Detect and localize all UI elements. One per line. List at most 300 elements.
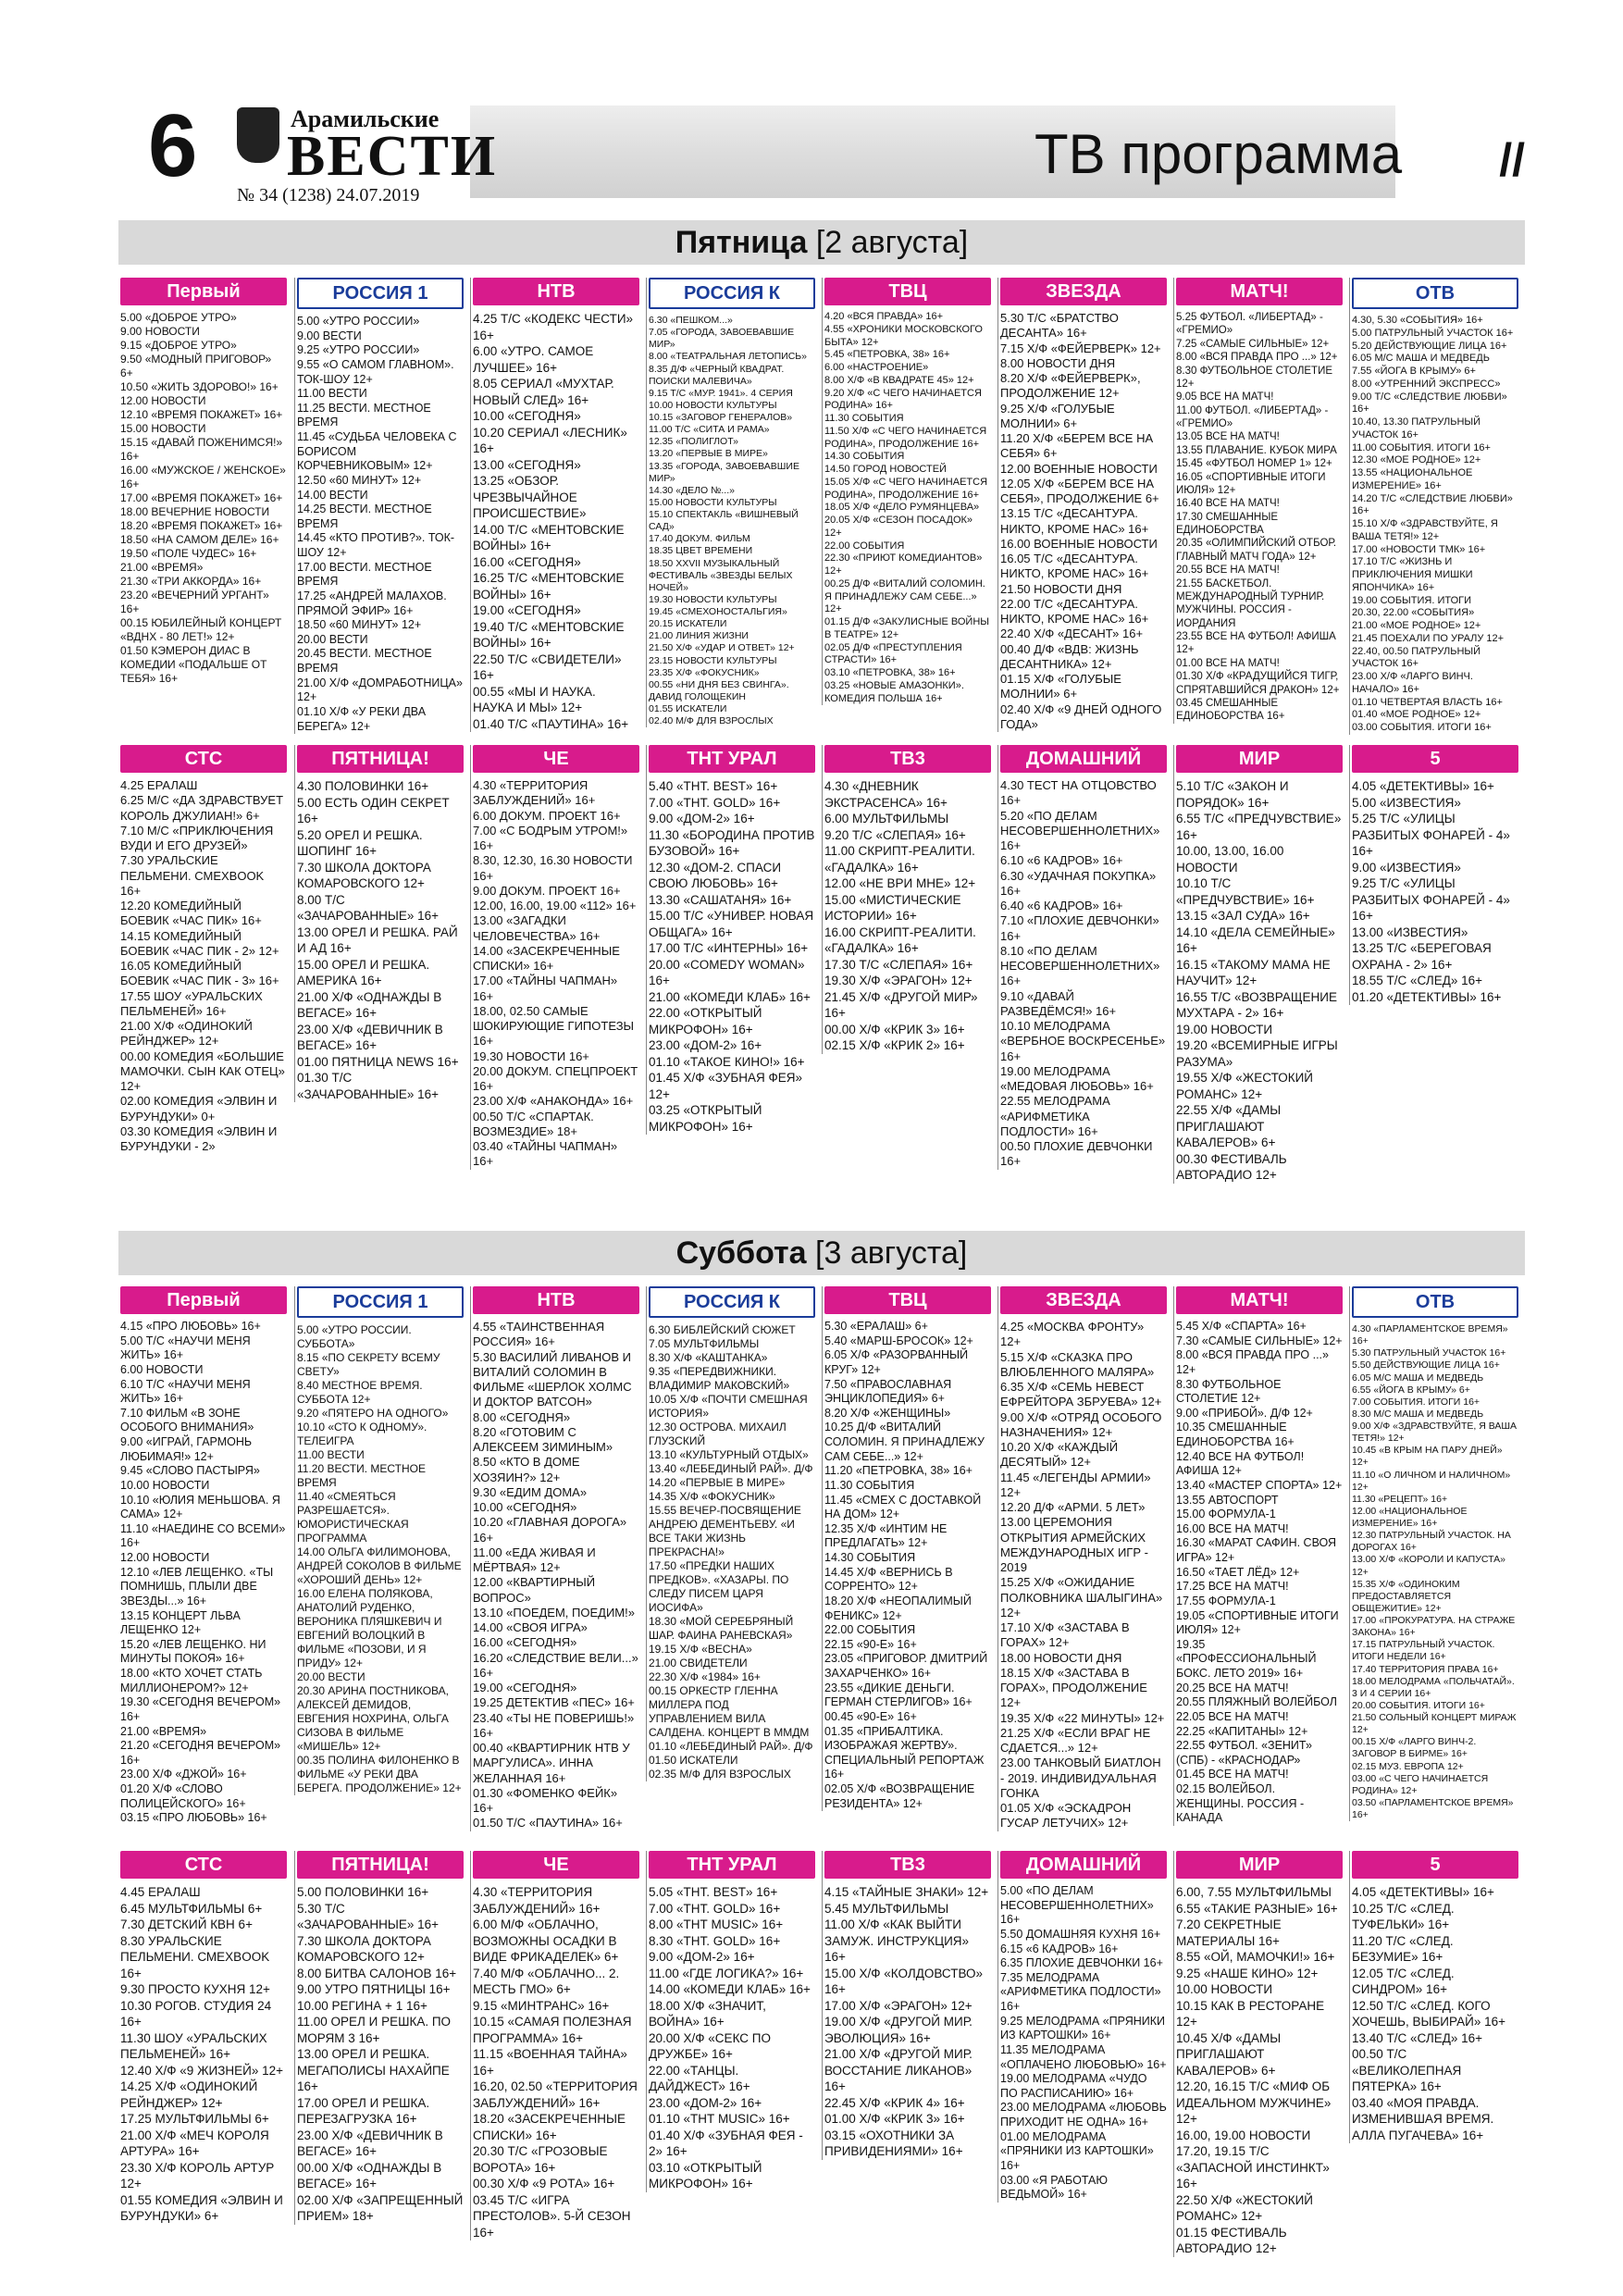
program-item: 01.15 ФЕСТИВАЛЬ АВТОРАДИО 12+: [1176, 2225, 1287, 2255]
program-item: 13.40 «МАСТЕР СПОРТА» 12+: [1176, 1478, 1343, 1492]
channel-logo: ТНТ УРАЛ: [649, 1851, 815, 1879]
program-item: 19.00 «СЕГОДНЯ»: [473, 603, 581, 617]
program-item: 8.55 «ОЙ, МАМОЧКИ!» 16+: [1176, 1950, 1335, 1964]
program-item: 00.50 ПЛОХИЕ ДЕВЧОНКИ 16+: [1000, 1139, 1153, 1169]
program-item: 17.40 ДОКУМ. ФИЛЬМ: [649, 533, 750, 545]
channel-logo: ЗВЕЗДА: [1000, 1286, 1167, 1314]
program-item: 5.25 ФУТБОЛ. «ЛИБЕРТАД» - «ГРЕМИО»: [1176, 312, 1323, 337]
program-item: 6.00 «УТРО. САМОЕ ЛУЧШЕЕ» 16+: [473, 344, 594, 375]
program-item: 10.20 «ГЛАВНАЯ ДОРОГА» 16+: [473, 1515, 627, 1545]
program-item: 12.20 КОМЕДИЙНЫЙ БОЕВИК «ЧАС ПИК» 16+: [120, 899, 262, 928]
program-item: 8.00 Т/С «ЗАЧАРОВАННЫЕ» 16+: [297, 892, 439, 923]
program-item: 14.20 «ПЕРВЫЕ В МИРЕ»: [649, 1476, 786, 1489]
channel-column: [1173, 1286, 1343, 1826]
program-item: 21.00 Х/Ф «ДРУГОЙ МИР. ВОССТАНИЕ ЛИКАНОВ» 16+: [824, 2047, 973, 2093]
program-item: 10.40, 13.30 ПАТРУЛЬНЫЙ УЧАСТОК 16+: [1352, 416, 1481, 441]
program-item: 23.00 Х/Ф «АНАКОНДА» 16+: [473, 1094, 634, 1109]
program-item: 03.30 КОМЕДИЯ «ЭЛВИН И БУРУНДУКИ - 2»: [120, 1123, 278, 1153]
program-item: 13.35 «ГОРОДА, ЗАВОЕВАВШИЕ МИР»: [649, 460, 799, 484]
program-item: 9.00 «ДОМ-2» 16+: [649, 1950, 755, 1964]
channel-column: [646, 1851, 815, 2192]
program-item: 01.15 Д/Ф «ЗАКУЛИСНЫЕ ВОЙНЫ В ТЕАТРЕ» 12+: [824, 616, 990, 640]
program-item: 18.15 Х/Ф «ЗАСТАВА В ГОРАХ», ПРОДОЛЖЕНИЕ 12+: [1000, 1665, 1147, 1710]
channel-column: [118, 745, 287, 1154]
channel-logo: 5: [1352, 745, 1518, 773]
program-item: 8.30 ФУТБОЛЬНОЕ СТОЛЕТИЕ 12+: [1176, 365, 1333, 390]
program-item: 03.45 Т/С «ИГРА ПРЕСТОЛОВ». 5-Й СЕЗОН 16+: [473, 2192, 631, 2240]
channel-logo: ЧЕ: [473, 745, 639, 773]
program-item: 10.25 Д/Ф «ВИТАЛИЙ СОЛОМИН. Я ПРИНАДЛЕЖУ САМ СЕБЕ...» 12+: [824, 1421, 985, 1463]
day-date: [2 августа]: [815, 225, 969, 260]
program-item: 01.10 «ТНТ MUSIC» 16+: [649, 2112, 790, 2126]
program-item: 16.00 ВОЕННЫЕ НОВОСТИ: [1000, 536, 1158, 551]
program-item: 13.00 «СЕГОДНЯ»: [473, 457, 581, 472]
program-item: 12.00 НОВОСТИ: [120, 1551, 210, 1564]
program-item: 10.15 КАК В РЕСТОРАНЕ 12+: [1176, 1998, 1325, 2029]
program-item: 12.35 «ПОЛИГЛОТ»: [649, 436, 739, 448]
program-item: 9.30 «ЕДИМ ДОМА»: [473, 1484, 588, 1499]
program-item: 15.10 Х/Ф «ЗДРАВСТВУЙТЕ, Я ВАША ТЕТЯ!» 12+: [1352, 518, 1498, 542]
program-list: [649, 1884, 815, 2192]
program-item: 17.25 «АНДРЕЙ МАЛАХОВ. ПРЯМОЙ ЭФИР» 16+: [297, 589, 447, 617]
program-item: 12.30 «ДОМ-2. СПАСИ СВОЮ ЛЮБОВЬ» 16+: [649, 860, 782, 890]
program-item: 4.25 «МОСКВА ФРОНТУ» 12+: [1000, 1320, 1145, 1349]
program-item: 13.55 «НАЦИОНАЛЬНОЕ ИЗМЕРЕНИЕ» 16+: [1352, 467, 1473, 491]
program-item: 10.35 СМЕШАННЫЕ ЕДИНОБОРСТВА 16+: [1176, 1421, 1295, 1448]
program-item: 6.45 МУЛЬТФИЛЬМЫ 6+: [120, 1901, 263, 1916]
program-item: 16.05 «СПОРТИВНЫЕ ИТОГИ ИЮЛЯ» 12+: [1176, 471, 1326, 496]
program-item: 9.00 УТРО ПЯТНИЦЫ 16+: [297, 1982, 451, 1996]
program-item: 01.50 КЭМЕРОН ДИАС В КОМЕДИИ «ПОДАЛЬШЕ ОТ ТЕБЯ» 16+: [120, 644, 267, 685]
program-item: 15.00 НОВОСТИ КУЛЬТУРЫ: [649, 496, 777, 508]
program-item: 17.00 ОРЕЛ И РЕШКА. ПЕРЕЗАГРУЗКА 16+: [297, 2095, 430, 2126]
program-item: 01.05 Х/Ф «ЭСКАДРОН ГУСАР ЛЕТУЧИХ» 12+: [1000, 1801, 1132, 1831]
program-item: 18.20 Х/Ф «НЕОПАЛИМЫЙ ФЕНИКС» 12+: [824, 1594, 972, 1622]
program-item: 8.30, 12.30, 16.30 НОВОСТИ 16+: [473, 853, 633, 883]
program-item: 19.20 «ВСЕМИРНЫЕ ИГРЫ РАЗУМА»: [1176, 1038, 1338, 1069]
program-item: 10.00, 13.00, 16.00 НОВОСТИ: [1176, 844, 1284, 875]
program-item: 14.00 Т/С «МЕНТОВСКИЕ ВОЙНЫ» 16+: [473, 522, 625, 552]
program-list: [1000, 1884, 1167, 2203]
program-item: 9.50 «МОДНЫЙ ПРИГОВОР» 6+: [120, 353, 272, 379]
program-item: 6.10 «6 КАДРОВ» 16+: [1000, 853, 1123, 868]
program-item: 7.00 «ТНТ. GOLD» 16+: [649, 795, 781, 810]
program-list: [824, 1884, 991, 2160]
program-item: 12.05 Х/Ф «БЕРЕМ ВСЕ НА СЕБЯ», ПРОДОЛЖЕНИЕ 6+: [1000, 476, 1159, 505]
channel-logo: РОССИЯ К: [649, 278, 815, 309]
program-item: 13.00 ОРЕЛ И РЕШКА. РАЙ И АД 16+: [297, 925, 458, 955]
program-item: 00.00 Х/Ф «ОДНАЖДЫ В ВЕГАСЕ» 16+: [297, 2160, 442, 2191]
program-item: 02.35 М/Ф ДЛЯ ВЗРОСЛЫХ: [649, 1768, 791, 1781]
program-item: 11.50 Х/Ф «С ЧЕГО НАЧИНАЕТСЯ РОДИНА», ПРОДОЛЖЕНИЕ 16+: [824, 425, 987, 450]
program-item: 16.15 «ТАКОМУ МАМА НЕ НАУЧИТ» 12+: [1176, 957, 1331, 987]
program-item: 21.00 «ВРЕМЯ»: [120, 1724, 207, 1738]
friday-grid-top: [118, 278, 1525, 740]
program-item: 01.30 Т/С «ЗАЧАРОВАННЫЕ» 16+: [297, 1071, 439, 1101]
program-item: 18.30 «МОЙ СЕРЕБРЯНЫЙ ШАР. ФАИНА РАНЕВСКАЯ»: [649, 1615, 794, 1642]
program-item: 23.55 «ДИКИЕ ДЕНЬГИ. ГЕРМАН СТЕРЛИГОВ» 16+: [824, 1681, 973, 1709]
program-item: 23.55 ВСЕ НА ФУТБОЛ! АФИША 12+: [1176, 631, 1336, 656]
program-item: 4.55 «ХРОНИКИ МОСКОВСКОГО БЫТА» 12+: [824, 323, 983, 348]
channel-column: [118, 1286, 287, 1826]
program-item: 11.45 «ЛЕГЕНДЫ АРМИИ» 12+: [1000, 1470, 1151, 1499]
program-item: 7.10 ФИЛЬМ «В ЗОНЕ ОСОБОГО ВНИМАНИЯ»: [120, 1406, 254, 1434]
channel-logo: ДОМАШНИЙ: [1000, 1851, 1167, 1879]
program-item: 14.00 «КОМЕДИ КЛАБ» 16+: [649, 1982, 811, 1996]
program-item: 14.45 «КТО ПРОТИВ?». ТОК-ШОУ 12+: [297, 531, 455, 559]
program-item: 13.25 Т/С «БЕРЕГОВАЯ ОХРАНА - 2» 16+: [1352, 941, 1492, 972]
program-item: 12.50 Т/С «СЛЕД. КОГО ХОЧЕШЬ, ВЫБИРАЙ» 16+: [1352, 1998, 1505, 2029]
program-item: 6.40 «6 КАДРОВ» 16+: [1000, 899, 1123, 912]
channel-column: [1349, 745, 1518, 1005]
program-item: 18.00 Х/Ф «ЗНАЧИТ, ВОЙНА» 16+: [649, 1998, 766, 2029]
program-item: 4.25 Т/С «КОДЕКС ЧЕСТИ» 16+: [473, 312, 634, 342]
program-list: [824, 311, 991, 705]
program-item: 5.30 Т/С «БРАТСТВО ДЕСАНТА» 16+: [1000, 311, 1119, 341]
program-item: 11.20 Т/С «СЛЕД. БЕЗУМИЕ» 16+: [1352, 1933, 1454, 1964]
program-item: 18.50 «60 МИНУТ» 12+: [297, 618, 422, 632]
program-item: 14.00 «ЗАСЕКРЕЧЕННЫЕ СПИСКИ» 16+: [473, 943, 620, 973]
program-item: 13.55 АВТОСПОРТ: [1176, 1493, 1279, 1507]
program-item: 22.50 Т/С «СВИДЕТЕЛИ» 16+: [473, 652, 622, 682]
program-item: 6.25 М/С «ДА ЗДРАВСТВУЕТ КОРОЛЬ ДЖУЛИАН!» 6+: [120, 793, 284, 823]
channel-logo: ОТВ: [1352, 278, 1518, 309]
saturday-grid-bottom: [118, 1851, 1525, 2286]
program-item: 19.50 «ПОЛЕ ЧУДЕС» 16+: [120, 547, 257, 560]
program-item: 8.20 Х/Ф «ЖЕНЩИНЫ»: [824, 1406, 951, 1420]
program-item: 7.30 ШКОЛА ДОКТОРА КОМАРОВСКОГО 12+: [297, 1933, 431, 1964]
program-item: 23.30 Х/Ф КОРОЛЬ АРТУР 12+: [120, 2160, 275, 2191]
program-item: 16.00 «СЕГОДНЯ»: [473, 1635, 577, 1650]
program-item: 21.00 Х/Ф «ОДНАЖДЫ В ВЕГАСЕ» 16+: [297, 989, 442, 1020]
program-list: [1000, 1320, 1167, 1831]
channel-column: [997, 1286, 1167, 1831]
program-item: 22.05 ВСЕ НА МАТЧ!: [1176, 1709, 1289, 1723]
program-item: 14.30 «ДЕЛО №...»: [649, 484, 735, 496]
program-item: 01.45 ВСЕ НА МАТЧ!: [1176, 1768, 1289, 1781]
program-item: 16.50 «ТАЕТ ЛЁД» 12+: [1176, 1565, 1300, 1579]
program-item: 6.15 «6 КАДРОВ» 16+: [1000, 1942, 1119, 1955]
logo-main-text: ВЕСТИ: [287, 125, 498, 188]
program-item: 6.05 М/С МАША И МЕДВЕДЬ: [1352, 353, 1490, 365]
program-item: 10.10 Т/С «ПРЕДЧУВСТВИЕ» 16+: [1176, 876, 1315, 907]
program-item: 13.10 «КУЛЬТУРНЫЙ ОТДЫХ»: [649, 1448, 809, 1461]
program-item: 19.00 Х/Ф «ДРУГОЙ МИР. ЭВОЛЮЦИЯ» 16+: [824, 2015, 973, 2045]
program-item: 03.50 «ПАРЛАМЕНТСКОЕ ВРЕМЯ» 16+: [1352, 1796, 1514, 1820]
program-item: 22.45 Х/Ф «КРИК 4» 16+: [824, 2095, 965, 2110]
program-item: 10.00 РЕГИНА + 1 16+: [297, 1998, 427, 2013]
program-item: 01.00 МЕЛОДРАМА «ПРЯНИКИ ИЗ КАРТОШКИ» 16+: [1000, 2129, 1154, 2172]
channel-column: [1173, 1851, 1343, 2257]
program-item: 21.00 Х/Ф «ОДИНОКИЙ РЕЙНДЖЕР» 12+: [120, 1019, 253, 1049]
program-item: 11.00 ФУТБОЛ. «ЛИБЕРТАД» - «ГРЕМИО»: [1176, 404, 1329, 429]
program-item: 12.00, 16.00, 19.00 «112» 16+: [473, 899, 637, 912]
program-item: 21.00 Х/Ф «ДОМРАБОТНИЦА» 12+: [297, 676, 463, 704]
program-item: 20.00 ДОКУМ. СПЕЦПРОЕКТ 16+: [473, 1063, 638, 1093]
program-item: 7.20 СЕКРЕТНЫЕ МАТЕРИАЛЫ 16+: [1176, 1917, 1282, 1948]
program-item: 20.30 АРИНА ПОСТНИКОВА, АЛЕКСЕЙ ДЕМИДОВ, ЕВГЕНИЯ НОХРИНА, ОЛЬГА СИЗОВА В ФИЛЬМЕ «МИШЕЛЬ» 12+: [297, 1684, 449, 1753]
program-item: 18.50 XXVII МУЗЫКАЛЬНЫЙ ФЕСТИВАЛЬ «ЗВЕЗДЫ БЕЛЫХ НОЧЕЙ»: [649, 557, 793, 593]
channel-logo: ТВ3: [824, 1851, 991, 1879]
program-item: 19.25 ДЕТЕКТИВ «ПЕС» 16+: [473, 1695, 635, 1710]
program-item: 14.25 Х/Ф «ОДИНОКИЙ РЕЙНДЖЕР» 12+: [120, 2079, 258, 2110]
program-item: 11.00 «ГДЕ ЛОГИКА?» 16+: [649, 1966, 804, 1980]
program-list: [649, 315, 815, 727]
program-item: 5.50 ДЕЙСТВУЮЩИЕ ЛИЦА 16+: [1352, 1359, 1500, 1371]
channel-logo: ТВ3: [824, 745, 991, 773]
program-item: 00.55 «МЫ И НАУКА. НАУКА И МЫ» 12+: [473, 684, 596, 714]
program-item: 15.25 Х/Ф «ОЖИДАНИЕ ПОЛКОВНИКА ШАЛЫГИНА» 12+: [1000, 1575, 1163, 1620]
program-item: 00.50 Т/С «ВЕЛИКОЛЕПНАЯ ПЯТЕРКА» 16+: [1352, 2047, 1462, 2093]
program-item: 17.00 «ВРЕМЯ ПОКАЖЕТ» 16+: [120, 491, 283, 504]
program-item: 12.00 «НЕ ВРИ МНЕ» 12+: [824, 876, 976, 890]
program-item: 7.30 УРАЛЬСКИЕ ПЕЛЬМЕНИ. СМЕХBOOK 16+: [120, 853, 265, 898]
program-item: 01.50 Т/С «ПАУТИНА» 16+: [473, 1816, 623, 1831]
program-item: 6.00, 7.55 МУЛЬТФИЛЬМЫ: [1176, 1885, 1332, 1899]
program-item: 10.30 РОГОВ. СТУДИЯ 24 16+: [120, 1998, 272, 2029]
program-item: 10.50 «ЖИТЬ ЗДОРОВО!» 16+: [120, 380, 279, 393]
program-item: 13.15 Т/С «ДЕСАНТУРА. НИКТО, КРОМЕ НАС» 16+: [1000, 506, 1149, 536]
program-item: 15.05 Х/Ф «С ЧЕГО НАЧИНАЕТСЯ РОДИНА», ПРОДОЛЖЕНИЕ 16+: [824, 476, 988, 501]
program-item: 16.00 СКРИПТ-РЕАЛИТИ. «ГАДАЛКА» 16+: [824, 925, 976, 955]
program-list: [1352, 1884, 1518, 2143]
program-item: 00.30 ФЕСТИВАЛЬ АВТОРАДИО 12+: [1176, 1151, 1287, 1182]
program-item: 5.00 «ДОБРОЕ УТРО»: [120, 311, 237, 324]
program-item: 12.20, 16.15 Т/С «МИФ ОБ ИДЕАЛЬНОМ МУЖЧИНЕ» 12+: [1176, 2079, 1332, 2126]
program-item: 5.40 «МАРШ-БРОСОК» 12+: [824, 1334, 973, 1347]
program-item: 4.25 ЕРАЛАШ: [120, 778, 198, 792]
program-item: 20.30 Т/С «ГРОЗОВЫЕ ВОРОТА» 16+: [473, 2144, 608, 2175]
program-item: 19.35 Х/Ф «22 МИНУТЫ» 12+: [1000, 1710, 1165, 1725]
program-item: 8.10 «ПО ДЕЛАМ НЕСОВЕРШЕННОЛЕТНИХ» 16+: [1000, 943, 1160, 988]
program-item: 16.20 «СЛЕДСТВИЕ ВЕЛИ...» 16+: [473, 1650, 638, 1680]
channel-column: [646, 278, 815, 727]
program-item: 19.00 МЕЛОДРАМА «ЧУДО ПО РАСПИСАНИЮ» 16+: [1000, 2072, 1147, 2100]
program-item: 00.25 Д/Ф «ВИТАЛИЙ СОЛОМИН. Я ПРИНАДЛЕЖУ САМ СЕБЕ...» 12+: [824, 577, 985, 615]
program-item: 14.30 СОБЫТИЯ: [824, 451, 905, 463]
program-item: 5.10 Т/С «ЗАКОН И ПОРЯДОК» 16+: [1176, 779, 1289, 810]
program-item: 18.35 ЦВЕТ ВРЕМЕНИ: [649, 545, 753, 557]
program-item: 6.55 «ЙОГА В КРЫМУ» 6+: [1352, 1384, 1470, 1396]
channel-logo: МАТЧ!: [1176, 278, 1343, 305]
program-item: 8.50 «КТО В ДОМЕ ХОЗЯИН?» 12+: [473, 1455, 580, 1484]
program-item: 18.00 «КТО ХОЧЕТ СТАТЬ МИЛЛИОНЕРОМ?» 12+: [120, 1667, 263, 1694]
program-item: 16.00, 19.00 НОВОСТИ: [1176, 2128, 1311, 2142]
program-item: 12.50 «60 МИНУТ» 12+: [297, 473, 422, 487]
program-item: 15.20 «ЛЕВ ЛЕЩЕНКО. НИ МИНУТЫ ПОКОЯ» 16+: [120, 1637, 266, 1666]
program-item: 14.35 Х/Ф «ФОКУСНИК»: [649, 1490, 775, 1503]
page-number: 6: [148, 96, 198, 195]
program-item: 12.30 ОСТРОВА. МИХАИЛ ГЛУЗСКИЙ: [649, 1421, 787, 1447]
program-item: 11.25 ВЕСТИ. МЕСТНОЕ ВРЕМЯ: [297, 401, 431, 429]
channel-column: [470, 745, 639, 1170]
program-item: 16.00 ЕЛЕНА ПОЛЯКОВА, АНАТОЛИЙ РУДЕНКО, ВЕРОНИКА ПЛЯШКЕВИЧ И ЕВГЕНИЙ ВОЛОЦКИЙ В ФИЛЬМЕ «ПОЗОВИ, И Я ПРИДУ» 12+: [297, 1587, 442, 1669]
program-list: [297, 1884, 464, 2225]
program-item: 16.20, 02.50 «ТЕРРИТОРИЯ ЗАБЛУЖДЕНИЙ» 16+: [473, 2079, 638, 2110]
program-item: 13.00 ОРЕЛ И РЕШКА. МЕГАПОЛИСЫ НАХАЙПЕ 16+: [297, 2047, 450, 2093]
program-item: 23.00 ТАНКОВЫЙ БИАТЛОН - 2019. ИНДИВИДУАЛЬНАЯ ГОНКА: [1000, 1756, 1161, 1800]
program-item: 9.00 НОВОСТИ: [120, 325, 200, 338]
program-item: 7.30 «САМЫЕ СИЛЬНЫЕ» 12+: [1176, 1334, 1343, 1347]
program-item: 01.40 Т/С «ПАУТИНА» 16+: [473, 716, 629, 731]
program-item: 19.00 МЕЛОДРАМА «МЕДОВАЯ ЛЮБОВЬ» 16+: [1000, 1063, 1154, 1093]
channel-logo: Первый: [120, 1286, 287, 1314]
channel-logo: 5: [1352, 1851, 1518, 1879]
program-item: 9.00 «ДОМ-2» 16+: [649, 812, 755, 825]
program-item: 4.20 «ВСЯ ПРАВДА» 16+: [824, 311, 944, 322]
section-slashes: //: [1499, 134, 1525, 186]
program-list: [473, 778, 639, 1170]
program-list: [649, 1323, 815, 1781]
program-item: 01.10 «ТАКОЕ КИНО!» 16+: [649, 1054, 805, 1069]
program-item: 22.00 СОБЫТИЯ: [824, 540, 905, 552]
program-list: [824, 1320, 991, 1811]
program-item: 6.30 БИБЛЕЙСКИЙ СЮЖЕТ: [649, 1323, 796, 1336]
channel-column: [470, 1851, 639, 2240]
program-item: 9.45 «СЛОВО ПАСТЫРЯ»: [120, 1464, 260, 1478]
program-item: 22.00 СОБЫТИЯ: [824, 1623, 916, 1637]
program-item: 00.15 Х/Ф «ЛАРГО ВИНЧ-2. ЗАГОВОР В БИРМЕ» 16+: [1352, 1736, 1477, 1760]
program-item: 12.40 Х/Ф «9 ЖИЗНЕЙ» 12+: [120, 2063, 284, 2078]
program-item: 01.30 «ФОМЕНКО ФЕЙК» 16+: [473, 1785, 618, 1815]
program-item: 15.00 Х/Ф «КОЛДОВСТВО» 16+: [824, 1966, 984, 1996]
program-item: 18.00 МЕЛОДРАМА «ПОЛЬЧАТАЙ». 3 И 4 СЕРИИ 16+: [1352, 1675, 1515, 1699]
program-item: 20.05 Х/Ф «СЕЗОН ПОСАДОК» 12+: [824, 515, 973, 539]
program-item: 12.00 ВОЕННЫЕ НОВОСТИ: [1000, 461, 1158, 476]
program-item: 18.20 «ВРЕМЯ ПОКАЖЕТ» 16+: [120, 519, 283, 532]
program-item: 01.55 КОМЕДИЯ «ЭЛВИН И БУРУНДУКИ» 6+: [120, 2192, 283, 2223]
program-item: 8.20 «ГОТОВИМ С АЛЕКСЕЕМ ЗИМИНЫМ»: [473, 1424, 613, 1454]
program-list: [1176, 778, 1343, 1184]
program-item: 01.45 Х/Ф «ЗУБНАЯ ФЕЯ» 12+: [649, 1071, 803, 1101]
program-item: 00.45 «90-Е» 16+: [824, 1709, 917, 1723]
program-item: 03.15 «ОХОТНИКИ ЗА ПРИВИДЕНИЯМИ» 16+: [824, 2128, 963, 2158]
program-item: 01.35 «ПРИБАЛТИКА. ИЗОБРАЖАЯ ЖЕРТВУ». СПЕЦИАЛЬНЫЙ РЕПОРТАЖ 16+: [824, 1724, 985, 1781]
channel-logo: ДОМАШНИЙ: [1000, 745, 1167, 773]
program-item: 7.00 СОБЫТИЯ. ИТОГИ 16+: [1352, 1396, 1481, 1408]
channel-column: [470, 278, 639, 732]
program-item: 5.20 ОРЕЛ И РЕШКА. ШОПИНГ 16+: [297, 827, 423, 858]
program-item: 5.00 ПАТРУЛЬНЫЙ УЧАСТОК 16+: [1352, 327, 1514, 339]
program-item: 22.40 Х/Ф «ДЕСАНТ» 16+: [1000, 627, 1144, 641]
program-item: 10.10 «СТО К ОДНОМУ». ТЕЛЕИГРА: [297, 1421, 427, 1447]
program-item: 00.40 Д/Ф «ВДВ: ЖИЗНЬ ДЕСАНТНИКА» 12+: [1000, 641, 1139, 671]
program-item: 8.30 ФУТБОЛЬНОЕ СТОЛЕТИЕ 12+: [1176, 1377, 1282, 1406]
program-item: 23.00 Х/Ф «ДЕВИЧНИК В ВЕГАСЕ» 16+: [297, 1022, 443, 1052]
program-item: 12.40 ВСЕ НА ФУТБОЛ! АФИША 12+: [1176, 1449, 1305, 1478]
program-item: 5.45 «ПЕТРОВКА, 38» 16+: [824, 349, 950, 361]
program-item: 02.40 М/Ф ДЛЯ ВЗРОСЛЫХ: [649, 715, 774, 727]
program-item: 11.00 Т/С «СИТА И РАМА»: [649, 424, 770, 436]
program-item: 19.05 «СПОРТИВНЫЕ ИТОГИ ИЮЛЯ» 12+: [1176, 1608, 1339, 1637]
program-item: 6.35 ПЛОХИЕ ДЕВЧОНКИ 16+: [1000, 1956, 1163, 1970]
program-item: 9.15 «ДОБРОЕ УТРО»: [120, 339, 237, 352]
program-item: 10.10 «ЮЛИЯ МЕНЬШОВА. Я САМА» 12+: [120, 1493, 280, 1521]
program-item: 12.10 «ЛЕВ ЛЕЩЕНКО. «ТЫ ПОМНИШЬ, ПЛЫЛИ ДВЕ ЗВЕЗДЫ...» 16+: [120, 1565, 274, 1607]
program-item: 9.20 Т/С «СЛЕПАЯ» 16+: [824, 827, 966, 842]
program-item: 02.00 КОМЕДИЯ «ЭЛВИН И БУРУНДУКИ» 0+: [120, 1094, 278, 1123]
program-item: 19.30 НОВОСТИ 16+: [473, 1049, 589, 1063]
issue-number: № 34 (1238) 24.07.2019: [237, 185, 420, 205]
program-item: 15.45 «ФУТБОЛ НОМЕР 1» 12+: [1176, 458, 1332, 470]
program-item: 4.30 «ДНЕВНИК ЭКСТРАСЕНСА» 16+: [824, 779, 948, 810]
program-item: 10.00 НОВОСТИ КУЛЬТУРЫ: [649, 399, 777, 411]
channel-column: [294, 1851, 464, 2225]
program-item: 17.00 Х/Ф «ЭРАГОН» 12+: [824, 1998, 973, 2013]
program-item: 10.25 Т/С «СЛЕД. ТУФЕЛЬКИ» 16+: [1352, 1901, 1455, 1931]
program-list: [1352, 315, 1518, 735]
program-item: 20.30, 22.00 «СОБЫТИЯ»: [1352, 607, 1475, 619]
channel-column: [1349, 1286, 1518, 1821]
program-item: 02.00 Х/Ф «ЗАПРЕЩЕННЫЙ ПРИЕМ» 18+: [297, 2192, 464, 2223]
program-item: 7.35 МЕЛОДРАМА «АРИФМЕТИКА ПОДЛОСТИ» 16+: [1000, 1970, 1161, 2013]
program-item: 03.00 «С ЧЕГО НАЧИНАЕТСЯ РОДИНА» 12+: [1352, 1772, 1489, 1796]
channel-logo: ПЯТНИЦА!: [297, 1851, 464, 1879]
program-item: 9.15 Т/С «МУР. 1941». 4 СЕРИЯ: [649, 387, 793, 399]
program-item: 11.40 «СМЕЯТЬСЯ РАЗРЕШАЕТСЯ». ЮМОРИСТИЧЕСКАЯ ПРОГРАММА: [297, 1490, 409, 1545]
program-item: 00.30 Х/Ф «9 РОТА» 16+: [473, 2177, 615, 2191]
channel-column: [822, 1851, 991, 2160]
program-item: 03.25 «ОТКРЫТЫЙ МИКРОФОН» 16+: [649, 1103, 762, 1134]
program-item: 11.00 СКРИПТ-РЕАЛИТИ. «ГАДАЛКА» 16+: [824, 844, 975, 875]
program-item: 19.00 «СЕГОДНЯ»: [473, 1681, 577, 1694]
crest-icon: [237, 107, 279, 163]
program-item: 21.30 «ТРИ АККОРДА» 16+: [120, 575, 262, 588]
program-item: 11.45 «СМЕХ С ДОСТАВКОЙ НА ДОМ» 12+: [824, 1493, 982, 1521]
program-item: 17.00 «ПРОКУРАТУРА. НА СТРАЖЕ ЗАКОНА» 16+: [1352, 1615, 1516, 1639]
channel-column: [1349, 278, 1518, 735]
program-list: [1176, 311, 1343, 724]
program-item: 14.15 КОМЕДИЙНЫЙ БОЕВИК «ЧАС ПИК - 2» 12+: [120, 928, 279, 958]
program-item: 23.20 «ВЕЧЕРНИЙ УРГАНТ» 16+: [120, 589, 269, 615]
program-item: 17.00 «НОВОСТИ ТМК» 16+: [1352, 543, 1486, 555]
program-list: [1176, 1884, 1343, 2257]
program-item: 6.00 М/Ф «ОБЛАЧНО, ВОЗМОЖНЫ ОСАДКИ В ВИДЕ ФРИКАДЕЛЕК» 6+: [473, 1917, 619, 1964]
program-item: 20.55 ВСЕ НА МАТЧ!: [1176, 565, 1280, 577]
program-item: 4.05 «ДЕТЕКТИВЫ» 16+: [1352, 1885, 1494, 1899]
program-item: 21.00 ЛИНИЯ ЖИЗНИ: [649, 630, 749, 642]
channel-logo: ПЯТНИЦА!: [297, 745, 464, 773]
program-item: 11.00 ОРЕЛ И РЕШКА. ПО МОРЯМ 3 16+: [297, 2015, 452, 2045]
program-list: [1000, 778, 1167, 1170]
program-item: 16.00 «МУЖСКОЕ / ЖЕНСКОЕ» 16+: [120, 464, 286, 490]
program-item: 17.25 МУЛЬТФИЛЬМЫ 6+: [120, 2112, 269, 2126]
program-item: 19.55 Х/Ф «ЖЕСТОКИЙ РОМАНС» 12+: [1176, 1071, 1313, 1101]
program-item: 16.00 «СЕГОДНЯ»: [473, 554, 581, 569]
program-item: 8.00 «ТНТ MUSIC» 16+: [649, 1917, 784, 1931]
program-item: 10.00 НОВОСТИ: [120, 1478, 210, 1492]
program-item: 14.45 Х/Ф «ВЕРНИСЬ В СОРРЕНТО» 12+: [824, 1565, 953, 1594]
channel-column: [294, 1286, 464, 1795]
program-item: 8.00 «УТРЕННИЙ ЭКСПРЕСС»: [1352, 378, 1501, 390]
channel-logo: ОТВ: [1352, 1286, 1518, 1318]
program-item: 5.15 Х/Ф «СКАЗКА ПРО ВЛЮБЛЕННОГО МАЛЯРА»: [1000, 1349, 1155, 1379]
program-item: 6.35 Х/Ф «СЕМЬ НЕВЕСТ ЕФРЕЙТОРА ЗБРУЕВА» 12+: [1000, 1380, 1162, 1409]
program-item: 20.25 ВСЕ НА МАТЧ!: [1176, 1681, 1289, 1694]
day-bar-saturday: [118, 1231, 1525, 1275]
program-item: 22.15 «90-Е» 16+: [824, 1637, 917, 1651]
channel-logo: ТВЦ: [824, 278, 991, 305]
program-item: 18.20 «ЗАСЕКРЕЧЕННЫЕ СПИСКИ» 16+: [473, 2112, 626, 2142]
channel-column: [1349, 1851, 1518, 2143]
program-item: 16.00 ВСЕ НА МАТЧ!: [1176, 1521, 1289, 1535]
program-item: 9.25 «УТРО РОССИИ»: [297, 343, 420, 357]
program-item: 21.45 Х/Ф «ДРУГОЙ МИР» 16+: [824, 989, 978, 1020]
program-item: 9.20 «ПЯТЕРО НА ОДНОГО»: [297, 1407, 449, 1420]
program-item: 7.55 «ЙОГА В КРЫМУ» 6+: [1352, 366, 1476, 377]
program-item: 14.25 ВЕСТИ. МЕСТНОЕ ВРЕМЯ: [297, 503, 432, 530]
program-item: 22.55 МЕЛОДРАМА «АРИФМЕТИКА ПОДЛОСТИ» 16+: [1000, 1094, 1110, 1138]
